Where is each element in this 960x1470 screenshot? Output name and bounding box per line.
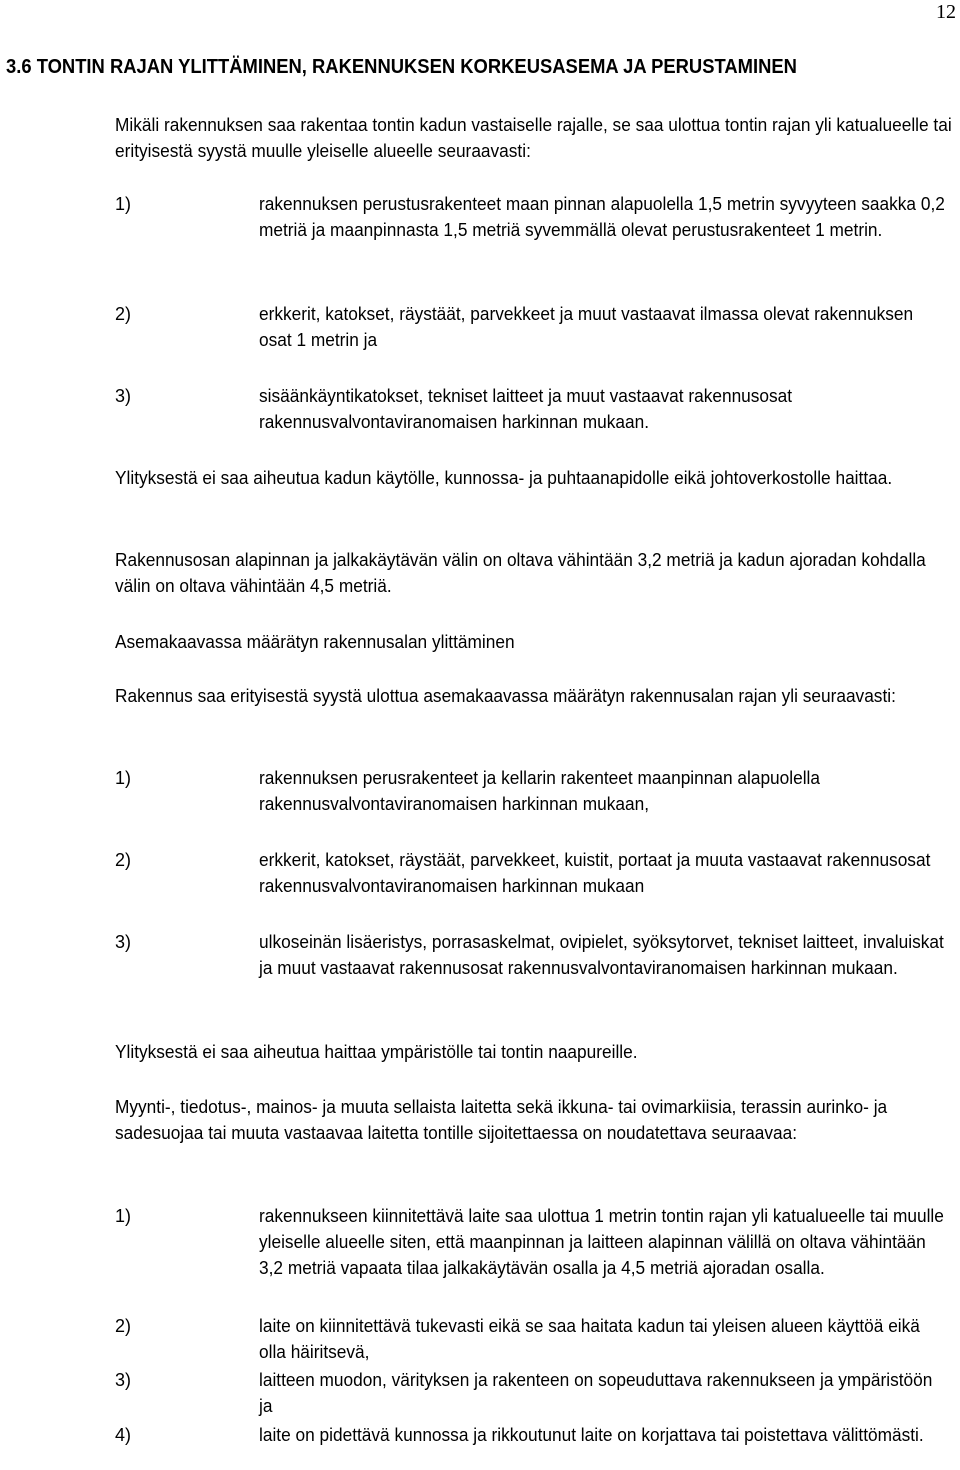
list-text: rakennuksen perustusrakenteet maan pinnan alapuolella 1,5 metrin syvyyteen saakka 0,2 metriä ja maanpinnasta 1,5 metriä syvemmällä olevat perustusrakenteet 1 metrin.	[259, 194, 945, 240]
list-number: 3)	[115, 386, 132, 406]
list-text: erkkerit, katokset, räystäät, parvekkeet ja muut vastaavat ilmassa olevat rakennuksen osat 1 metrin ja	[259, 304, 914, 350]
paragraph-text: Rakennus saa erityisestä syystä ulottua asemakaavassa määrätyn rakennusalan rajan yli seuraavasti:	[115, 686, 896, 706]
list-text: rakennuksen perusrakenteet ja kellarin rakenteet maanpinnan alapuolella rakennusvalvontaviranomaisen harkinnan mukaan,	[259, 768, 821, 814]
paragraph-text: Ylityksestä ei saa aiheutua kadun käytölle, kunnossa- ja puhtaanapidolle eikä johtoverkostolle haittaa.	[115, 468, 893, 488]
paragraph-ylitys-1	[115, 465, 955, 491]
paragraph-text: Myynti-, tiedotus-, mainos- ja muuta sellaista laitetta sekä ikkuna- tai ovimarkiisia, terassin aurinko- ja sadesuojaa tai muuta vastaavaa laitetta tontille sijoitettaessa on noudatettava seuraavaa:	[115, 1097, 888, 1143]
paragraph-text: Ylityksestä ei saa aiheutua haittaa ympäristölle tai tontin naapureille.	[115, 1042, 638, 1062]
list-text: laite on pidettävä kunnossa ja rikkoutunut laite on korjattava tai poistettava välittömästi.	[259, 1425, 924, 1445]
paragraph-ylitys-2	[115, 1039, 955, 1065]
list-text: rakennukseen kiinnitettävä laite saa ulottua 1 metrin tontin rajan yli katualueelle tai muulle yleiselle alueelle siten, että maanpinnan ja laitteen alapinnan välillä on oltava vähintään 3,2 metriä vapaata tilaa jalkakäytävän osalla ja 4,5 metriä ajoradan osalla.	[259, 1206, 944, 1278]
list-text: laite on kiinnitettävä tukevasti eikä se saa haitata kadun tai yleisen alueen käyttöä eikä olla häiritsevä,	[259, 1316, 920, 1362]
list-number: 2)	[115, 304, 132, 324]
paragraph-rakennusosan	[115, 547, 955, 599]
list-number: 1)	[115, 768, 132, 788]
intro-paragraph	[115, 112, 955, 164]
intro-text: Mikäli rakennuksen saa rakentaa tontin kadun vastaiselle rajalle, se saa ulottua tontin rajan yli katualueelle tai erityisestä syystä muulle yleiselle alueelle seuraavasti:	[115, 115, 952, 161]
paragraph-text: Rakennusosan alapinnan ja jalkakäytävän välin on oltava vähintään 3,2 metriä ja kadun ajoradan kohdalla välin on oltava vähintään 4,5 metriä.	[115, 550, 926, 596]
subheading-block	[115, 629, 955, 655]
list-text: ulkoseinän lisäeristys, porrasaskelmat, ovipielet, syöksytorvet, tekniset laitteet, invaluiskat ja muut vastaavat rakennusosat rakennusvalvontaviranomaisen harkinnan mukaan.	[259, 932, 944, 978]
list-number: 3)	[115, 1370, 132, 1390]
list-text: sisäänkäyntikatokset, tekniset laitteet ja muut vastaavat rakennusosat rakennusvalvontaviranomaisen harkinnan mukaan.	[259, 386, 793, 432]
list-text: erkkerit, katokset, räystäät, parvekkeet, kuistit, portaat ja muuta vastaavat rakennusosat rakennusvalvontaviranomaisen harkinnan mukaan	[259, 850, 931, 896]
list-number: 4)	[115, 1425, 132, 1445]
subheading: Asemakaavassa määrätyn rakennusalan ylittäminen	[115, 632, 515, 652]
paragraph-rakennus	[115, 683, 955, 709]
page-number: 12	[936, 1, 956, 23]
section-heading: 3.6 TONTIN RAJAN YLITTÄMINEN, RAKENNUKSEN KORKEUSASEMA JA PERUSTAMINEN	[6, 56, 797, 78]
list-number: 1)	[115, 194, 132, 214]
paragraph-myynti	[115, 1094, 955, 1146]
list-number: 3)	[115, 932, 132, 952]
list-text: laitteen muodon, värityksen ja rakenteen on sopeuduttava rakennukseen ja ympäristöön ja	[259, 1370, 933, 1416]
list-number: 2)	[115, 850, 132, 870]
list-number: 1)	[115, 1206, 132, 1226]
list-number: 2)	[115, 1316, 132, 1336]
